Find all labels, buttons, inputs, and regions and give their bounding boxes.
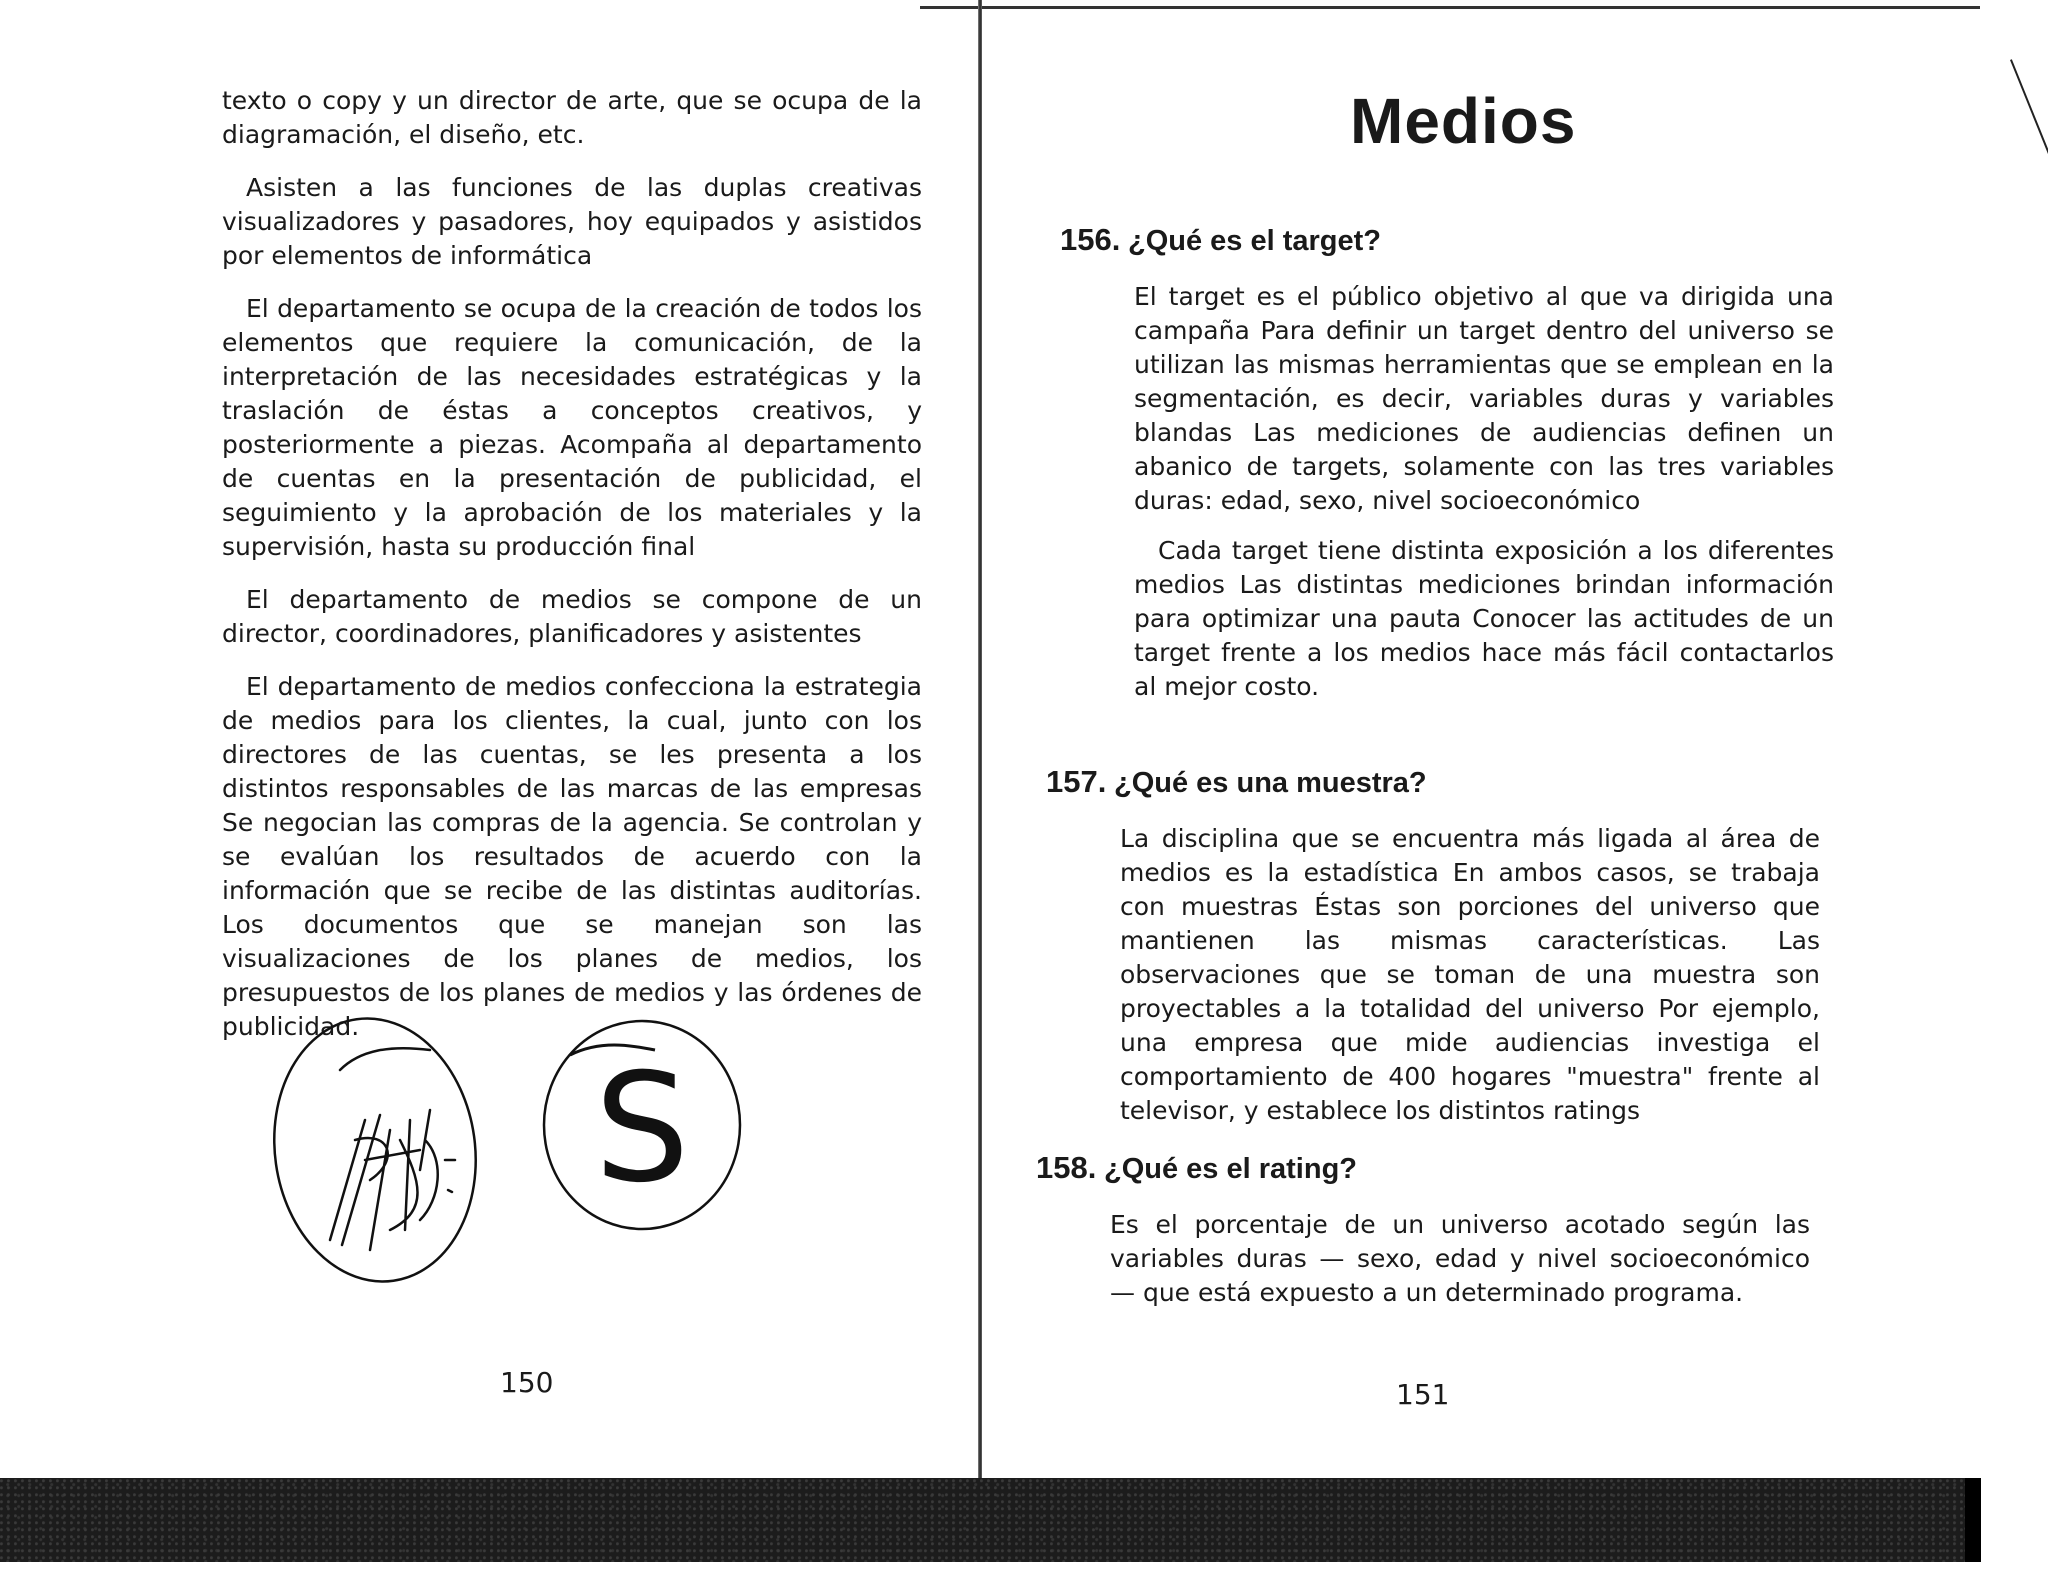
question-158 (1036, 1150, 1810, 1326)
answer-paragraph: El target es el público objetivo al que va dirigida una campaña Para definir un target dentro del universo se utilizan las mismas herramientas que se emplean en la segmentación, es decir, variables duras y variables blandas Las mediciones de audiencias definen un abanico de targets, solamente con las tres variables duras: edad, sexo, nivel socioeconómico (1134, 282, 1834, 515)
stamp-letter: S (594, 1042, 690, 1216)
left-page-body (222, 84, 922, 1063)
question-title: ¿Qué es el rating? (1104, 1153, 1357, 1185)
paragraph: Asisten a las funciones de las duplas creativas visualizadores y pasadores, hoy equipados y asistidos por elementos de informática (222, 173, 922, 270)
handwritten-marks (270, 1010, 770, 1310)
answer-paragraph: Cada target tiene distinta exposición a los diferentes medios Las distintas mediciones brindan información para optimizar una pauta Conocer las actitudes de un target frente a los medios hace más fácil contactarlos al mejor costo. (1134, 536, 1834, 701)
page-number: 150 (500, 1366, 554, 1399)
paragraph: texto o copy y un director de arte, que se ocupa de la diagramación, el diseño, etc. (222, 86, 922, 149)
chapter-title: Medios (1350, 85, 1577, 157)
question-title: ¿Qué es el target? (1128, 225, 1382, 257)
question-number: 158. (1036, 1150, 1097, 1185)
left-page (0, 0, 980, 1470)
answer-paragraph: Es el porcentaje de un universo acotado según las variables duras — sexo, edad y nivel socioeconómico — que está expuesto a un determinado programa. (1110, 1210, 1810, 1307)
question-number: 156. (1060, 222, 1121, 257)
signature-icon (270, 1010, 492, 1295)
page-number: 151 (1396, 1378, 1450, 1411)
paragraph: El departamento de medios confecciona la estrategia de medios para los clientes, la cual, junto con los directores de las cuentas, se les presenta a los distintos responsables de las marcas de las empresas Se negocian las compras de la agencia. Se controlan y se evalúan los resultados de acuerdo con la información que se recibe de las distintas auditorías. Los documentos que se manejan son las visualizaciones de los planes de medios, los presupuestos de los planes de medios y las órdenes de publicidad. (222, 672, 922, 1041)
scanner-bed-edge (0, 1478, 1980, 1562)
scanner-bed-corner (1965, 1478, 1981, 1562)
question-number: 157. (1046, 764, 1107, 799)
answer-paragraph: La disciplina que se encuentra más ligada al área de medios es la estadística En ambos casos, se trabaja con muestras Éstas son porciones del universo que mantienen las mismas características. Las observaciones que se toman de una muestra son proyectables a la totalidad del universo Por ejemplo, una empresa que mide audiencias investiga el comportamiento de 400 hogares "muestra" frente al televisor, y establece los distintos ratings (1120, 824, 1820, 1125)
paragraph: El departamento se ocupa de la creación de todos los elementos que requiere la comunicación, de la interpretación de las necesidades estratégicas y la traslación de éstas a conceptos creativos, y posteriormente a piezas. Acompaña al departamento de cuentas en la presentación de publicidad, el seguimiento y la aprobación de los materiales y la supervisión, hasta su producción final (222, 294, 922, 561)
question-157 (1046, 764, 1820, 1144)
question-title: ¿Qué es una muestra? (1114, 767, 1427, 799)
book-spine (978, 0, 982, 1480)
paragraph: El departamento de medios se compone de un director, coordinadores, planificadores y asistentes (222, 585, 922, 648)
circled-letter-stamp-icon (544, 1021, 740, 1229)
question-156 (1060, 222, 1834, 720)
